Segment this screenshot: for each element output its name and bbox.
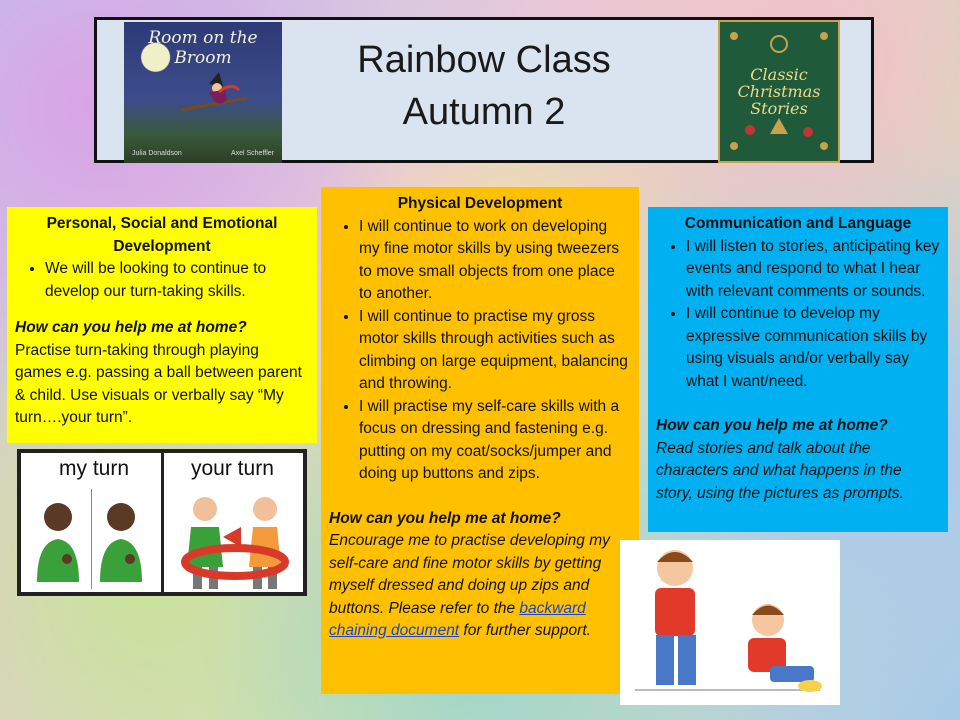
your-turn-children-icon — [165, 487, 305, 592]
physical-answer-start: Encourage me to practise developing my self-care and fine motor skills by getting myself dressed and doing up zips and buttons. Please refer to the — [329, 532, 610, 617]
title-line-1: Rainbow Class — [357, 39, 611, 81]
book2-title: Classic Christmas Stories — [737, 65, 821, 118]
book1-illustrator: Axel Scheffler — [230, 150, 274, 157]
book1-author: Julia Donaldson — [132, 150, 182, 157]
physical-bullet: • I will practise my self-care skills with a focus on dressing and fastening e.g. putting on my coat/socks/jumper and doing up buttons and zips. — [359, 396, 631, 486]
communication-question: How can you help me at home? — [656, 417, 888, 434]
pse-question: How can you help me at home? — [15, 319, 247, 336]
children-dressing-illustration — [620, 540, 840, 705]
title-banner — [94, 17, 874, 163]
communication-bullet-list — [656, 236, 940, 394]
pse-panel — [7, 207, 317, 443]
book1-credits — [132, 150, 274, 157]
physical-answer-end: for further support. — [459, 622, 591, 639]
communication-bullet: • I will continue to develop my expressive communication skills by using visuals and/or verbally say what I want/need. — [686, 303, 940, 393]
backward-chaining-link[interactable]: backward chaining document — [329, 599, 586, 639]
boys-dressing-icon — [620, 540, 840, 705]
card-divider — [161, 453, 164, 592]
christmas-stories-cover — [718, 20, 840, 163]
communication-panel — [648, 207, 948, 532]
physical-bullet: • I will continue to practise my gross motor skills through activities such as climbing on large equipment, balancing and throwing. — [359, 306, 631, 396]
title-line-2: Autumn 2 — [402, 91, 566, 133]
physical-heading: Physical Development — [397, 195, 563, 212]
physical-bullet: • I will continue to work on developing my fine motor skills by using tweezers to move small objects from one place to another. — [359, 216, 631, 306]
book1-title: Room on the Broom — [148, 28, 258, 68]
turn-taking-card — [17, 449, 307, 596]
pse-answer: Practise turn-taking through playing games e.g. passing a ball between parent & child. Use visuals or verbally say “My turn….your turn”. — [15, 341, 302, 426]
communication-heading: Communication and Language — [684, 215, 912, 232]
my-turn-children-icon — [23, 487, 158, 592]
pse-bullet-list — [15, 258, 309, 303]
your-turn-label: your turn — [191, 457, 274, 480]
my-turn-label: my turn — [59, 457, 130, 480]
pse-bullet: • We will be looking to continue to develop our turn-taking skills. — [45, 258, 309, 303]
communication-answer: Read stories and talk about the characters and what happens in the story, using the pictures as prompts. — [656, 439, 904, 502]
physical-bullet-list — [329, 216, 631, 486]
physical-answer — [329, 530, 631, 643]
pse-heading: Personal, Social and Emotional Development — [46, 215, 278, 255]
physical-panel — [321, 187, 639, 694]
physical-question: How can you help me at home? — [329, 509, 561, 527]
communication-bullet: • I will listen to stories, anticipating key events and respond to what I hear with relevant comments or sounds. — [686, 236, 940, 304]
